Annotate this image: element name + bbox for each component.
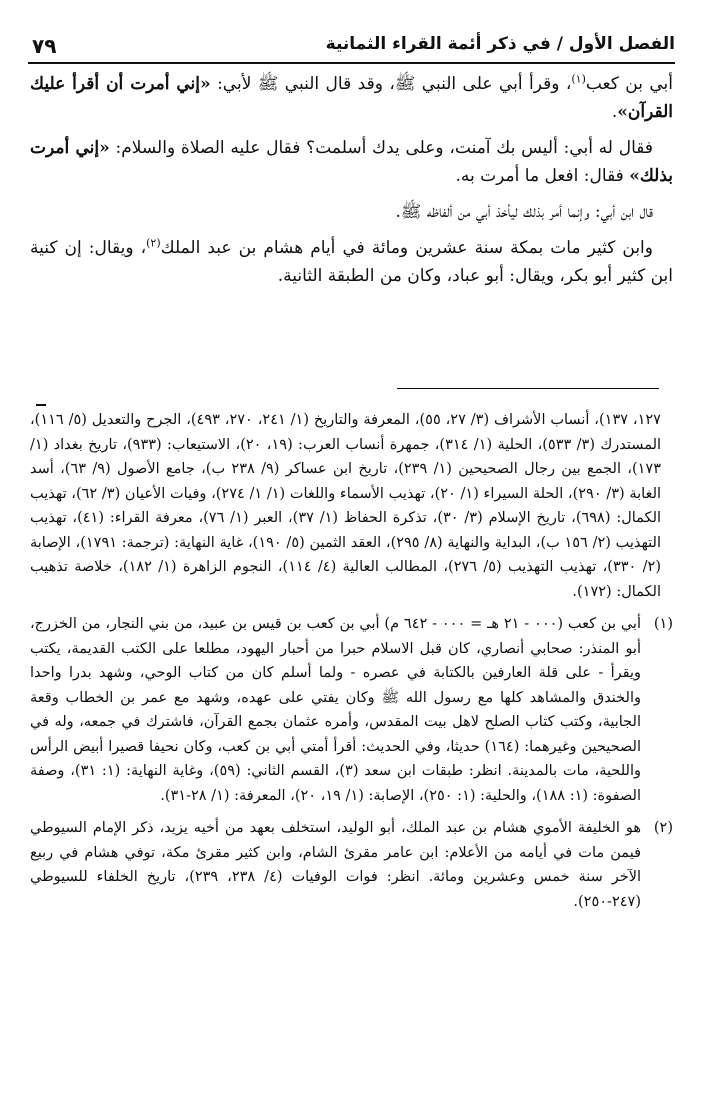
footnote-1: [30, 612, 673, 808]
footnote-continuation: ١٢٧، ١٣٧)، أنساب الأشراف (٣/ ٢٧، ٥٥)، المعرفة والتاريخ (١/ ٢٤١، ٢٧٠، ٤٩٣)، الجرح والتعديل (٥/ ١١٦)، المستدرك (٣/ ٥٣٣)، الحلية (١/ ٣١٤)، جمهرة أنساب العرب: (١٩، ٢٠)، الاستيعاب: (٩٣٣)، تاريخ بغداد (١/ ١٧٣)، الجمع بين رجال الصحيحين (١/ ٢٣٩)، تاريخ ابن عساكر (٩/ ٢٣٨ ب)، جامع الأصول (٩/ ٦٣)، أسد الغابة (٣/ ٢٩٠)، الحلة السيراء (١/ ٢٠)، تهذيب الأسماء واللغات (١/ ١/ ٢٧٤)، وفيات الأعيان (٣/ ٦٢)، تهذيب الكمال: (٦٩٨)، تاريخ الإسلام (٣/ ٣٠)، تذكرة الحفاظ (١/ ٣٧)، العبر (١/ ٧٦)، معرفة القراء: (٤١)، تهذيب التهذيب (٢/ ١٥٦ ب)، البداية والنهاية (٨/ ٢٩٥)، العقد الثمين (٥/ ١٩٠)، غاية النهاية: (ترجمة: ١٧٩١)، الإصابة (٢/ ٣٣٠)، تهذيب التهذيب (٥/ ٢٧٦)، المطالب العالية (٤/ ١١٤)، النجوم الزاهرة (١/ ١٨٢)، خلاصة تذهيب الكمال: (١٧٢).: [30, 412, 662, 600]
running-head: الفصل الأول / في ذكر أئمة القراء الثمانية: [325, 34, 675, 54]
paragraph-2: [30, 134, 673, 190]
main-text: [30, 70, 673, 298]
paragraph-4: [30, 234, 673, 290]
footnote-1-text: أبي بن كعب (٠٠٠ - ٢١ هـ = ٠٠٠ - ٦٤٢ م) أبي بن كعب بن قيس بن عبيد، من بني النجار، من الخزرج، أبو المنذر: صحابي أنصاري، كان قبل الاسلام حبرا من أحبار اليهود، مطلعا على الكتب القديمة، يكتب ويقرأ - على قلة العارفين بالكتابة في عصره - ولما أسلم كان من كتاب الوحي، وشهد بدرا واحدا والخندق والمشاهد كلها مع رسول الله ﷺ وكان يفتي على عهده، وشهد مع عمر بن الخطاب وقعة الجابية، وكتب كتاب الصلح لاهل بيت المقدس، وأمره عثمان بجمع القرآن، فاشترك في جمعه، وله في الصحيحين وغيرهما: (١٦٤) حديثا، وفي الحديث: أقرأ أمتي أبي بن كعب، وكان نحيفا قصيرا أبيض الرأس واللحية، مات بالمدينة. انظر: طبقات ابن سعد (٣)، القسم الثاني: (٥٩)، وغاية النهاية: (١: ٣١)، وصفة الصفوة: (١: ١٨٨)، والحلية: (١: ٢٥٠)، الإصابة: (١/ ١٩، ٢٠)، المعرفة: (١/ ٢٨-٣١).: [30, 616, 641, 804]
footnotes: [30, 408, 673, 922]
footnote-2-number: (٢): [653, 820, 673, 836]
p1-end: .: [611, 102, 618, 122]
continuation-dash: [36, 404, 46, 406]
page-number: ٧٩: [32, 34, 57, 58]
p4-end: ، ويقال: إن كنية ابن كثير أبو بكر، ويقال: أبو عباد، وكان من الطبقة الثانية.: [30, 238, 673, 286]
page-header: [28, 34, 675, 64]
p2-end: فقال: افعل ما أمرت به.: [455, 166, 630, 186]
p4-start: وابن كثير مات بمكة سنة عشرين ومائة في أيام هشام بن عبد الملك: [160, 238, 653, 258]
p1-quote: «إني أمرت أن أقرأ عليك القرآن»: [30, 74, 673, 122]
p1-middle: ، وقرأ أبي على النبي ﷺ، وقد قال النبي ﷺ لأبي:: [210, 74, 572, 94]
p2-start: فقال له أبي: أليس بك آمنت، وعلى يدك أسلمت؟ فقال عليه الصلاة والسلام:: [109, 138, 653, 158]
footnote-ref-2[interactable]: (٢): [146, 236, 161, 250]
footnote-2: [30, 816, 673, 914]
paragraph-3: قال ابن أبي: وإنما أمر بذلك ليأخذ أبي من ألفاظه ﷺ.: [395, 202, 653, 222]
p1-start: أبي بن كعب: [585, 74, 674, 94]
footnote-1-number: (١): [653, 616, 673, 632]
p2-quote: «إني أمرت بذلك»: [30, 138, 673, 186]
paragraph-1: [30, 70, 673, 126]
footnote-separator: [397, 388, 659, 389]
footnote-2-text: هو الخليفة الأموي هشام بن عبد الملك، أبو الوليد، استخلف بعهد من أخيه يزيد، ذكر الإمام السيوطي فيمن مات في أيامه من الأعلام: ابن عامر مقرئ الشام، وابن كثير مقرئ مكة، توفي هشام في ربيع الآخر سنة خمس وعشرين ومائة. انظر: فوات الوفيات (٤/ ٢٣٨، ٢٣٩)، تاريخ الخلفاء للسيوطي (٢٤٧-٢٥٠).: [30, 820, 642, 910]
footnote-ref-1[interactable]: (١): [571, 72, 586, 86]
